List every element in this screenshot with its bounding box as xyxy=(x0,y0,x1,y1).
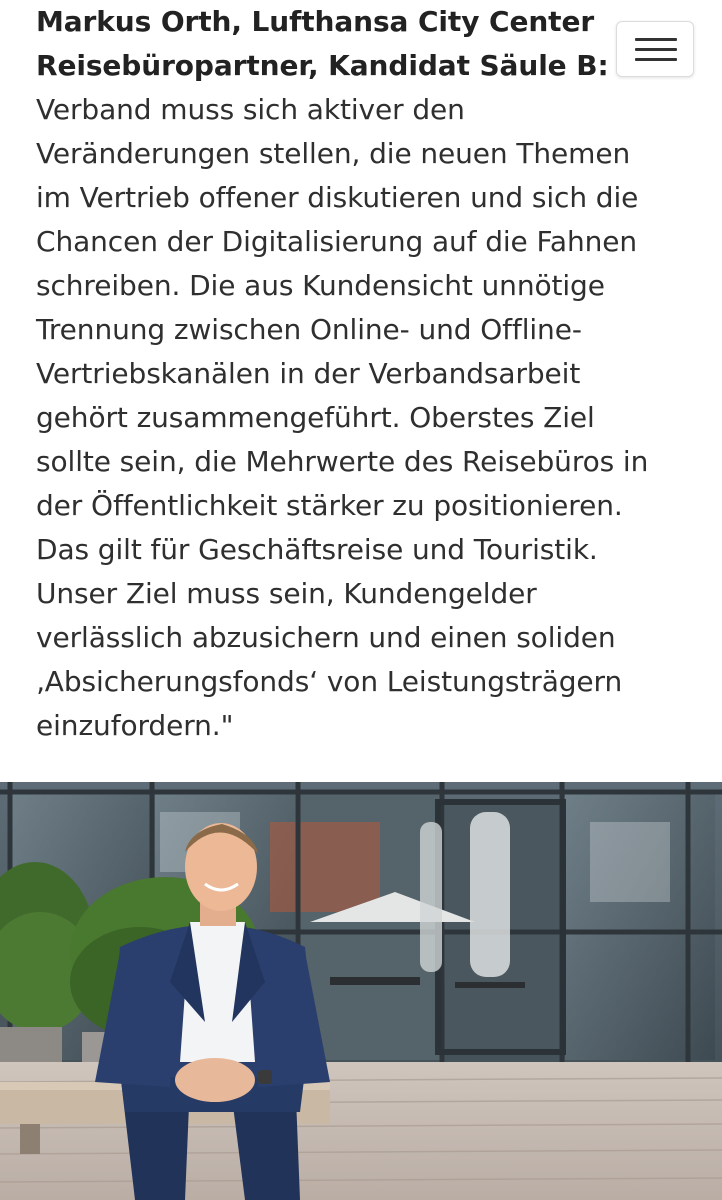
article-text xyxy=(36,0,708,748)
body-line: Veränderungen stellen, die neuen Themen xyxy=(36,137,631,170)
body-line: Verband muss sich aktiver den xyxy=(36,93,465,126)
menu-button[interactable] xyxy=(616,21,694,77)
body-line: ‚Absicherungsfonds‘ von Leistungsträgern xyxy=(36,665,623,698)
portrait-photo xyxy=(0,782,722,1200)
body-line: schreiben. Die aus Kundensicht unnötige xyxy=(36,269,605,302)
body-line: gehört zusammengeführt. Oberstes Ziel xyxy=(36,401,595,434)
body-line: verlässlich abzusichern und einen soliden xyxy=(36,621,616,654)
article-heading-line-1: Markus Orth, Lufthansa City Center xyxy=(36,5,595,38)
body-line: einzufordern." xyxy=(36,709,234,742)
body-line: Unser Ziel muss sein, Kundengelder xyxy=(36,577,537,610)
article-body xyxy=(36,88,708,748)
body-line: der Öffentlichkeit stärker zu positionieren. xyxy=(36,489,623,522)
body-line: Vertriebskanälen in der Verbandsarbeit xyxy=(36,357,581,390)
body-line: sollte sein, die Mehrwerte des Reisebüros in xyxy=(36,445,649,478)
article-heading-line-2: Reisebüropartner, Kandidat Säule B: xyxy=(36,49,609,82)
body-line: Das gilt für Geschäftsreise und Touristik. xyxy=(36,533,598,566)
body-line: im Vertrieb offener diskutieren und sich die xyxy=(36,181,639,214)
body-line: Chancen der Digitalisierung auf die Fahnen xyxy=(36,225,638,258)
body-line: Trennung zwischen Online- und Offline- xyxy=(36,313,582,346)
